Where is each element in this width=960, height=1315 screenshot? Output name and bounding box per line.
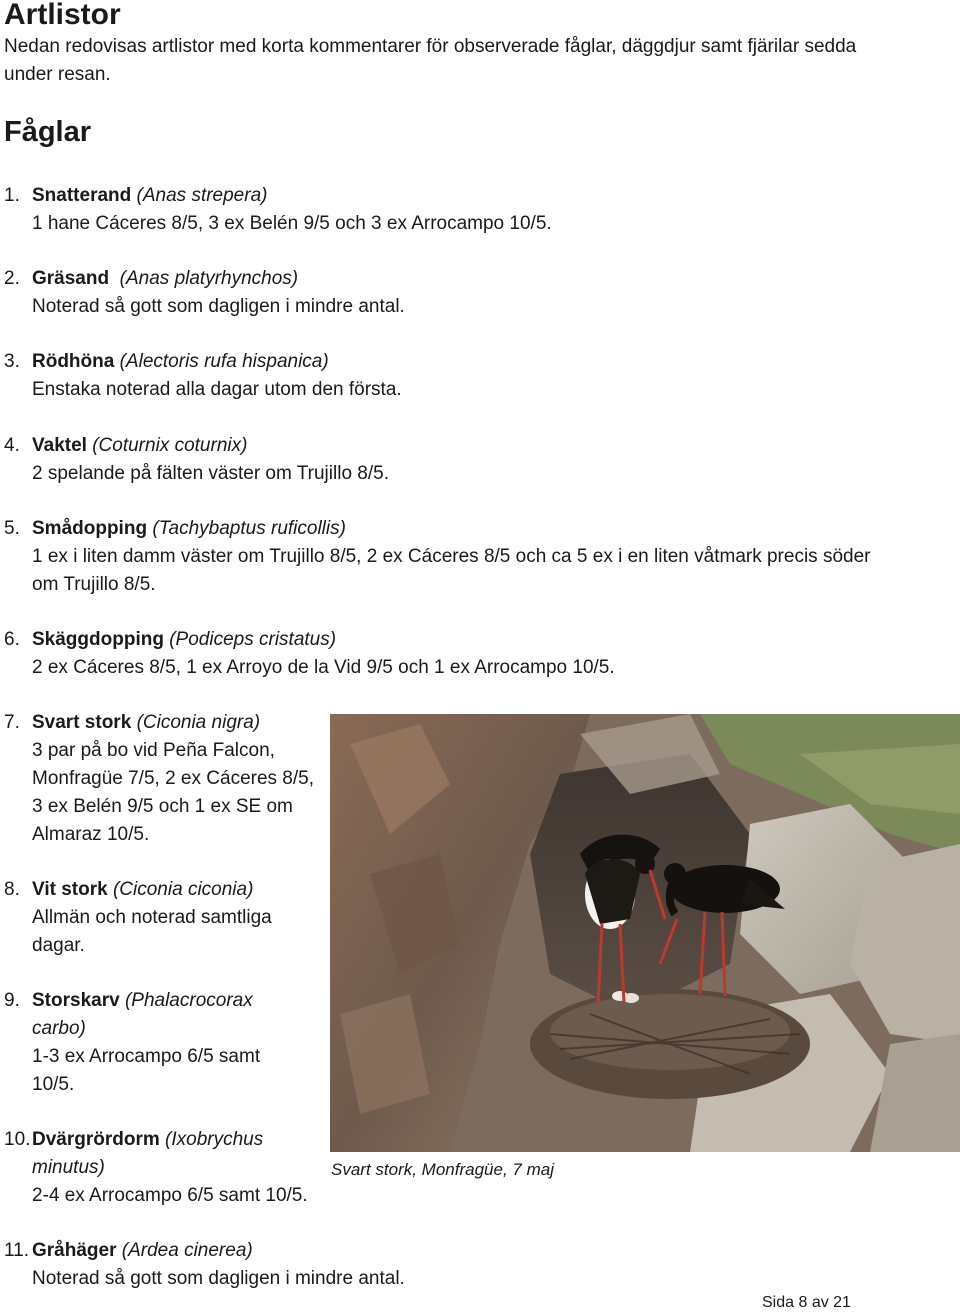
species-note: Enstaka noterad alla dagar utom den första.: [32, 379, 402, 400]
species-entry: [4, 182, 904, 238]
entry-number: 7.: [4, 712, 20, 733]
species-name: Vit stork: [32, 879, 108, 900]
species-note: 1-3 ex Arrocampo 6/5 samt 10/5.: [32, 1046, 261, 1095]
species-name: Storskarv: [32, 990, 120, 1011]
species-entry: [4, 987, 284, 1099]
species-name: Smådopping: [32, 518, 148, 539]
entry-number: 4.: [4, 435, 20, 456]
species-latin: (Phalacrocorax carbo): [32, 990, 253, 1039]
species-latin: (Alectoris rufa hispanica): [119, 351, 329, 372]
species-name: Snatterand: [32, 185, 132, 206]
species-note: 2 spelande på fälten väster om Trujillo 8/5.: [32, 463, 389, 484]
species-entry: [4, 348, 904, 404]
photo-illustration: [330, 714, 960, 1152]
species-note: 1 hane Cáceres 8/5, 3 ex Belén 9/5 och 3 ex Arrocampo 10/5.: [32, 213, 552, 234]
entry-number: 6.: [4, 629, 20, 650]
species-latin: (Ixobrychus minutus): [32, 1129, 264, 1178]
stork-photo: [330, 714, 960, 1152]
species-note: 3 par på bo vid Peña Falcon, Monfragüe 7/5, 2 ex Cáceres 8/5, 3 ex Belén 9/5 och 1 ex SE om Almaraz 10/5.: [32, 740, 314, 845]
species-latin: (Tachybaptus ruficollis): [152, 518, 346, 539]
entry-number: 10.: [4, 1129, 31, 1150]
species-latin: (Anas strepera): [136, 185, 268, 206]
species-latin: (Ciconia ciconia): [112, 879, 254, 900]
species-note: Noterad så gott som dagligen i mindre antal.: [32, 296, 405, 317]
species-latin: (Ciconia nigra): [136, 712, 261, 733]
entry-number: 3.: [4, 351, 20, 372]
species-entry: [4, 1126, 324, 1210]
species-note: 1 ex i liten damm väster om Trujillo 8/5, 2 ex Cáceres 8/5 och ca 5 ex i en liten våtmark precis söder om Trujillo 8/5.: [32, 546, 871, 595]
entry-number: 8.: [4, 879, 20, 900]
species-name: Vaktel: [32, 435, 87, 456]
species-entry: [4, 432, 904, 488]
species-latin: (Podiceps cristatus): [169, 629, 337, 650]
species-entry: [4, 1237, 704, 1293]
species-entry: [4, 626, 904, 682]
species-entry: [4, 876, 304, 960]
entry-number: 9.: [4, 990, 20, 1011]
species-latin: (Coturnix coturnix): [92, 435, 248, 456]
species-note: 2-4 ex Arrocampo 6/5 samt 10/5.: [32, 1185, 308, 1206]
page-number: Sida 8 av 21: [762, 1294, 851, 1311]
entry-number: 2.: [4, 268, 20, 289]
page-title: Artlistor: [4, 0, 121, 31]
species-note: Allmän och noterad samtliga dagar.: [32, 907, 272, 956]
intro-text: Nedan redovisas artlistor med korta kommentarer för observerade fåglar, däggdjur samt fjärilar sedda under resan.: [4, 36, 857, 85]
species-name: Rödhöna: [32, 351, 115, 372]
section-title: Fåglar: [4, 116, 92, 148]
species-latin: (Anas platyrhynchos): [119, 268, 299, 289]
species-entry: [4, 515, 884, 599]
species-name: Dvärgrördorm: [32, 1129, 160, 1150]
species-name: Gråhäger: [32, 1240, 117, 1261]
species-entry: [4, 265, 904, 321]
species-entry: [4, 709, 314, 849]
species-name: Svart stork: [32, 712, 132, 733]
species-name: Skäggdopping: [32, 629, 164, 650]
photo-caption: Svart stork, Monfragüe, 7 maj: [331, 1160, 554, 1179]
species-note: 2 ex Cáceres 8/5, 1 ex Arroyo de la Vid 9/5 och 1 ex Arrocampo 10/5.: [32, 657, 615, 678]
entry-number: 11.: [4, 1240, 30, 1261]
entry-number: 1.: [4, 185, 20, 206]
entry-number: 5.: [4, 518, 20, 539]
species-name: Gräsand: [32, 268, 110, 289]
species-latin: (Ardea cinerea): [121, 1240, 253, 1261]
species-note: Noterad så gott som dagligen i mindre antal.: [32, 1268, 405, 1289]
